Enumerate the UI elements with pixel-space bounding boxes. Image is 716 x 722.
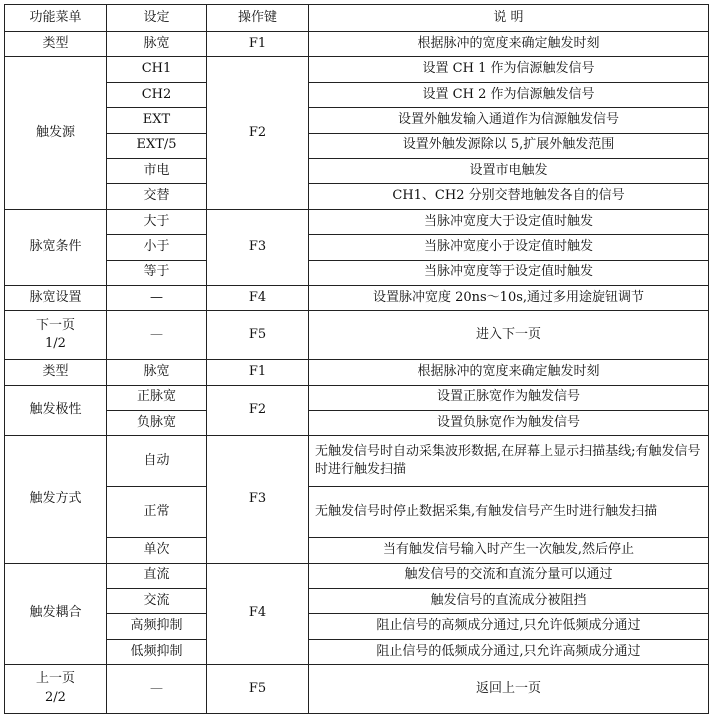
- setting-cell: 正常: [107, 487, 207, 538]
- key-cell: F3: [207, 436, 309, 563]
- setting-cell: CH2: [107, 82, 207, 107]
- header-key: 操作键: [207, 5, 309, 32]
- description-cell: 设置脉冲宽度 20ns～10s,通过多用途旋钮调节: [309, 286, 709, 311]
- table-row: [5, 639, 709, 664]
- menu-cell-source: 触发源: [5, 57, 107, 209]
- setting-cell: CH1: [107, 57, 207, 82]
- setting-cell: 低频抑制: [107, 639, 207, 664]
- menu-cell-mode: 触发方式: [5, 436, 107, 563]
- description-cell: 根据脉冲的宽度来确定触发时刻: [309, 360, 709, 385]
- prev-page-label: 上一页: [35, 671, 75, 687]
- setting-cell: 单次: [107, 538, 207, 563]
- description-cell: 当脉冲宽度大于设定值时触发: [309, 209, 709, 234]
- key-cell: F5: [207, 311, 309, 360]
- menu-cell-condition: 脉宽条件: [5, 209, 107, 285]
- description-cell: 无触发信号时停止数据采集,有触发信号产生时进行触发扫描: [309, 487, 709, 538]
- table-row: [5, 133, 709, 158]
- page-number: 1/2: [45, 336, 66, 352]
- description-cell: 设置 CH 1 作为信源触发信号: [309, 57, 709, 82]
- setting-cell: 市电: [107, 159, 207, 184]
- description-cell: 设置外触发输入通道作为信源触发信号: [309, 108, 709, 133]
- page-number: 2/2: [45, 690, 66, 706]
- header-row: [5, 5, 709, 32]
- table-row: [5, 286, 709, 311]
- table-row: [5, 311, 709, 360]
- setting-cell: EXT/5: [107, 133, 207, 158]
- setting-cell: 等于: [107, 260, 207, 285]
- table-row: [5, 209, 709, 234]
- trigger-menu-table: [4, 4, 709, 714]
- description-cell: 阻止信号的低频成分通过,只允许高频成分通过: [309, 639, 709, 664]
- description-cell: 设置 CH 2 作为信源触发信号: [309, 82, 709, 107]
- key-cell: F5: [207, 665, 309, 714]
- table-row: [5, 411, 709, 436]
- table-row: [5, 260, 709, 285]
- description-cell: 当脉冲宽度等于设定值时触发: [309, 260, 709, 285]
- setting-cell: 小于: [107, 235, 207, 260]
- table-row: [5, 487, 709, 538]
- setting-cell: —: [107, 286, 207, 311]
- table-row: [5, 32, 709, 57]
- description-cell: 进入下一页: [309, 311, 709, 360]
- setting-cell: 自动: [107, 436, 207, 487]
- header-description: 说 明: [309, 5, 709, 32]
- menu-cell-next-page: [5, 311, 107, 360]
- key-cell: F1: [207, 32, 309, 57]
- table-row: [5, 108, 709, 133]
- description-cell: 当脉冲宽度小于设定值时触发: [309, 235, 709, 260]
- description-cell: 返回上一页: [309, 665, 709, 714]
- setting-cell: 脉宽: [107, 32, 207, 57]
- table-row: [5, 184, 709, 209]
- setting-cell: EXT: [107, 108, 207, 133]
- setting-cell: 交替: [107, 184, 207, 209]
- table-row: [5, 436, 709, 487]
- setting-cell: 大于: [107, 209, 207, 234]
- menu-cell-coupling: 触发耦合: [5, 563, 107, 665]
- header-setting: 设定: [107, 5, 207, 32]
- setting-cell: 负脉宽: [107, 411, 207, 436]
- key-cell: F3: [207, 209, 309, 285]
- description-cell: CH1、CH2 分别交替地触发各自的信号: [309, 184, 709, 209]
- table-row: [5, 563, 709, 588]
- key-cell: F4: [207, 286, 309, 311]
- key-cell: F1: [207, 360, 309, 385]
- table-row: [5, 235, 709, 260]
- description-cell: 当有触发信号输入时产生一次触发,然后停止: [309, 538, 709, 563]
- description-cell: 触发信号的交流和直流分量可以通过: [309, 563, 709, 588]
- table-row: [5, 82, 709, 107]
- key-cell: F2: [207, 385, 309, 436]
- table-row: [5, 665, 709, 714]
- next-page-label: 下一页: [35, 317, 75, 333]
- menu-cell-type: 类型: [5, 32, 107, 57]
- setting-cell: —: [107, 311, 207, 360]
- menu-cell-type: 类型: [5, 360, 107, 385]
- description-cell: 设置外触发源除以 5,扩展外触发范围: [309, 133, 709, 158]
- setting-cell: —: [107, 665, 207, 714]
- menu-cell-width: 脉宽设置: [5, 286, 107, 311]
- table-row: [5, 614, 709, 639]
- description-cell: 触发信号的直流成分被阻挡: [309, 588, 709, 613]
- description-cell: 无触发信号时自动采集波形数据,在屏幕上显示扫描基线;有触发信号时进行触发扫描: [309, 436, 709, 487]
- table-row: [5, 588, 709, 613]
- menu-cell-polarity: 触发极性: [5, 385, 107, 436]
- description-cell: 设置正脉宽作为触发信号: [309, 385, 709, 410]
- table-row: [5, 385, 709, 410]
- table-row: [5, 159, 709, 184]
- table-row: [5, 57, 709, 82]
- setting-cell: 交流: [107, 588, 207, 613]
- menu-cell-prev-page: [5, 665, 107, 714]
- description-cell: 设置市电触发: [309, 159, 709, 184]
- description-cell: 根据脉冲的宽度来确定触发时刻: [309, 32, 709, 57]
- setting-cell: 脉宽: [107, 360, 207, 385]
- setting-cell: 正脉宽: [107, 385, 207, 410]
- header-function-menu: 功能菜单: [5, 5, 107, 32]
- setting-cell: 高频抑制: [107, 614, 207, 639]
- description-cell: 设置负脉宽作为触发信号: [309, 411, 709, 436]
- table-row: [5, 538, 709, 563]
- setting-cell: 直流: [107, 563, 207, 588]
- description-cell: 阻止信号的高频成分通过,只允许低频成分通过: [309, 614, 709, 639]
- key-cell: F2: [207, 57, 309, 209]
- key-cell: F4: [207, 563, 309, 665]
- table-row: [5, 360, 709, 385]
